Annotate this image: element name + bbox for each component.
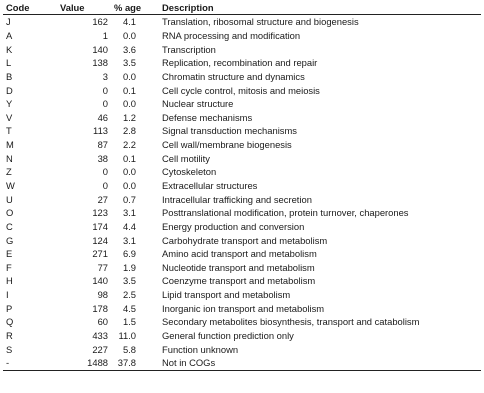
cell-percentage: 11.0 bbox=[118, 330, 136, 342]
cell-value: 140 bbox=[92, 275, 108, 287]
cell-value: 227 bbox=[92, 343, 108, 355]
cell-value: 138 bbox=[92, 57, 108, 69]
cell-description: General function prediction only bbox=[162, 330, 294, 342]
header-code: Code bbox=[3, 0, 40, 15]
cell-description: RNA processing and modification bbox=[162, 29, 301, 41]
cell-percentage: 37.8 bbox=[108, 356, 162, 370]
cell-description: Amino acid transport and metabolism bbox=[162, 248, 317, 260]
cell-description: Replication, recombination and repair bbox=[162, 57, 318, 69]
cell-code: T bbox=[6, 125, 12, 137]
cell-code: U bbox=[6, 193, 13, 205]
cell-percentage: 0.1 bbox=[122, 84, 136, 96]
table-row bbox=[3, 97, 481, 111]
cell-percentage: 3.5 bbox=[122, 57, 136, 69]
cell-percentage: 0.1 bbox=[122, 152, 136, 164]
table-row bbox=[3, 356, 481, 370]
cell-description: Extracellular structures bbox=[162, 180, 258, 191]
cell-percentage: 0.0 bbox=[122, 70, 136, 82]
cell-percentage: 4.1 bbox=[122, 16, 136, 28]
table-row bbox=[3, 29, 481, 43]
cell-code: O bbox=[6, 207, 14, 219]
cell-value: 87 bbox=[97, 139, 108, 151]
cell-description: Energy production and conversion bbox=[162, 220, 305, 232]
cell-value: 98 bbox=[97, 289, 108, 301]
table-row bbox=[3, 15, 481, 29]
cell-value: 0 bbox=[102, 180, 108, 191]
cell-value: 113 bbox=[93, 125, 108, 137]
header-description: Description bbox=[162, 0, 481, 15]
cell-description: Nucleotide transport and metabolism bbox=[162, 261, 315, 273]
cell-code: S bbox=[6, 343, 13, 355]
cell-percentage: 3.1 bbox=[122, 234, 136, 246]
cell-description: Translation, ribosomal structure and biogenesis bbox=[162, 16, 359, 28]
cell-description: Defense mechanisms bbox=[162, 111, 253, 123]
cell-code: D bbox=[6, 84, 13, 96]
cell-value: 174 bbox=[92, 220, 108, 232]
cell-description: Signal transduction mechanisms bbox=[162, 125, 297, 137]
cell-percentage: 4.4 bbox=[122, 220, 136, 232]
cell-description: Chromatin structure and dynamics bbox=[162, 70, 305, 82]
table-row bbox=[3, 261, 481, 275]
cell-description: Transcription bbox=[162, 43, 216, 55]
cell-code: R bbox=[6, 330, 13, 342]
cell-percentage: 3.6 bbox=[122, 43, 136, 55]
cell-description: Nuclear structure bbox=[162, 98, 234, 110]
cell-value: 0 bbox=[102, 98, 108, 110]
cell-code: L bbox=[6, 57, 12, 69]
cell-description: Cell motility bbox=[162, 152, 210, 164]
cell-percentage: 0.0 bbox=[122, 180, 136, 191]
cell-value: 178 bbox=[92, 302, 108, 314]
cell-description: Lipid transport and metabolism bbox=[162, 289, 291, 301]
cell-description: Secondary metabolites biosynthesis, transport and catabolism bbox=[162, 316, 420, 328]
header-value: Value bbox=[40, 0, 108, 15]
cell-value: 38 bbox=[97, 152, 108, 164]
cell-value: 60 bbox=[97, 316, 108, 328]
cell-percentage: 1.9 bbox=[122, 261, 136, 273]
cell-code: M bbox=[6, 139, 14, 151]
cell-percentage: 2.5 bbox=[122, 289, 136, 301]
cell-percentage: 0.0 bbox=[122, 166, 136, 178]
table-row bbox=[3, 42, 481, 56]
table-header bbox=[3, 0, 481, 15]
cell-value: 162 bbox=[92, 16, 108, 28]
cell-code: W bbox=[6, 180, 15, 191]
table-row bbox=[3, 151, 481, 165]
cell-code: Z bbox=[6, 166, 12, 178]
cell-value: 433 bbox=[92, 330, 108, 342]
cell-value: 27 bbox=[97, 193, 108, 205]
table-row bbox=[3, 192, 481, 206]
cell-description: Cell wall/membrane biogenesis bbox=[162, 139, 292, 151]
cell-description: Intracellular trafficking and secretion bbox=[162, 193, 312, 205]
table-row bbox=[3, 179, 481, 193]
cell-code: B bbox=[6, 70, 13, 82]
cell-code: C bbox=[6, 220, 13, 232]
cog-category-table bbox=[3, 0, 481, 371]
cell-description: Not in COGs bbox=[162, 356, 481, 370]
cell-code: E bbox=[6, 248, 13, 260]
cell-percentage: 0.7 bbox=[122, 193, 136, 205]
cell-value: 77 bbox=[97, 261, 108, 273]
cell-code: G bbox=[6, 234, 14, 246]
cell-description: Cell cycle control, mitosis and meiosis bbox=[162, 84, 320, 96]
cell-percentage: 4.5 bbox=[122, 302, 136, 314]
table-row bbox=[3, 247, 481, 261]
cell-percentage: 5.8 bbox=[122, 343, 136, 355]
cell-code: K bbox=[6, 43, 13, 55]
header-percentage: % age bbox=[108, 0, 162, 15]
cell-percentage: 6.9 bbox=[122, 248, 136, 260]
cell-value: 3 bbox=[102, 70, 108, 82]
cell-code: V bbox=[6, 111, 13, 123]
cell-percentage: 3.5 bbox=[122, 275, 136, 287]
cell-description: Inorganic ion transport and metabolism bbox=[162, 302, 325, 314]
cell-code: I bbox=[6, 289, 9, 301]
table-row bbox=[3, 288, 481, 302]
cell-description: Function unknown bbox=[162, 343, 239, 355]
cell-percentage: 2.8 bbox=[122, 125, 136, 137]
table-row bbox=[3, 274, 481, 288]
cell-description: Posttranslational modification, protein turnover, chaperones bbox=[162, 207, 409, 219]
table-body bbox=[3, 15, 481, 371]
cell-description: Carbohydrate transport and metabolism bbox=[162, 234, 328, 246]
table-row bbox=[3, 220, 481, 234]
cell-code: Y bbox=[6, 98, 13, 110]
table-row bbox=[3, 124, 481, 138]
cell-code: J bbox=[6, 16, 11, 28]
cell-value: 46 bbox=[97, 111, 108, 123]
table-row bbox=[3, 165, 481, 179]
table-row bbox=[3, 138, 481, 152]
cell-value: 1 bbox=[102, 29, 108, 41]
cell-code: N bbox=[6, 152, 13, 164]
cell-percentage: 0.0 bbox=[122, 29, 136, 41]
cell-description: Cytoskeleton bbox=[162, 166, 217, 178]
cell-percentage: 0.0 bbox=[122, 98, 136, 110]
table-row bbox=[3, 301, 481, 315]
table-row bbox=[3, 206, 481, 220]
table-row bbox=[3, 342, 481, 356]
table-row bbox=[3, 329, 481, 343]
cell-value: 0 bbox=[102, 166, 108, 178]
cell-value: 140 bbox=[92, 43, 108, 55]
table-row bbox=[3, 83, 481, 97]
cell-code: Q bbox=[6, 316, 14, 328]
cell-value: 271 bbox=[92, 248, 108, 260]
cell-value: 1488 bbox=[40, 356, 108, 370]
cell-value: 0 bbox=[102, 84, 108, 96]
cell-percentage: 1.5 bbox=[122, 316, 136, 328]
cell-code: P bbox=[6, 302, 13, 314]
cell-value: 124 bbox=[92, 234, 108, 246]
cell-description: Coenzyme transport and metabolism bbox=[162, 275, 316, 287]
cell-code: A bbox=[6, 29, 13, 41]
table-row bbox=[3, 233, 481, 247]
header-row bbox=[3, 0, 481, 15]
table-row bbox=[3, 110, 481, 124]
cell-code: H bbox=[6, 275, 13, 287]
cell-percentage: 2.2 bbox=[122, 139, 136, 151]
cell-percentage: 1.2 bbox=[122, 111, 136, 123]
table-row bbox=[3, 70, 481, 84]
cell-value: 123 bbox=[92, 207, 108, 219]
cell-code: F bbox=[6, 261, 12, 273]
cell-code: - bbox=[3, 356, 40, 370]
table-row bbox=[3, 315, 481, 329]
table-row bbox=[3, 56, 481, 70]
cell-percentage: 3.1 bbox=[122, 207, 136, 219]
